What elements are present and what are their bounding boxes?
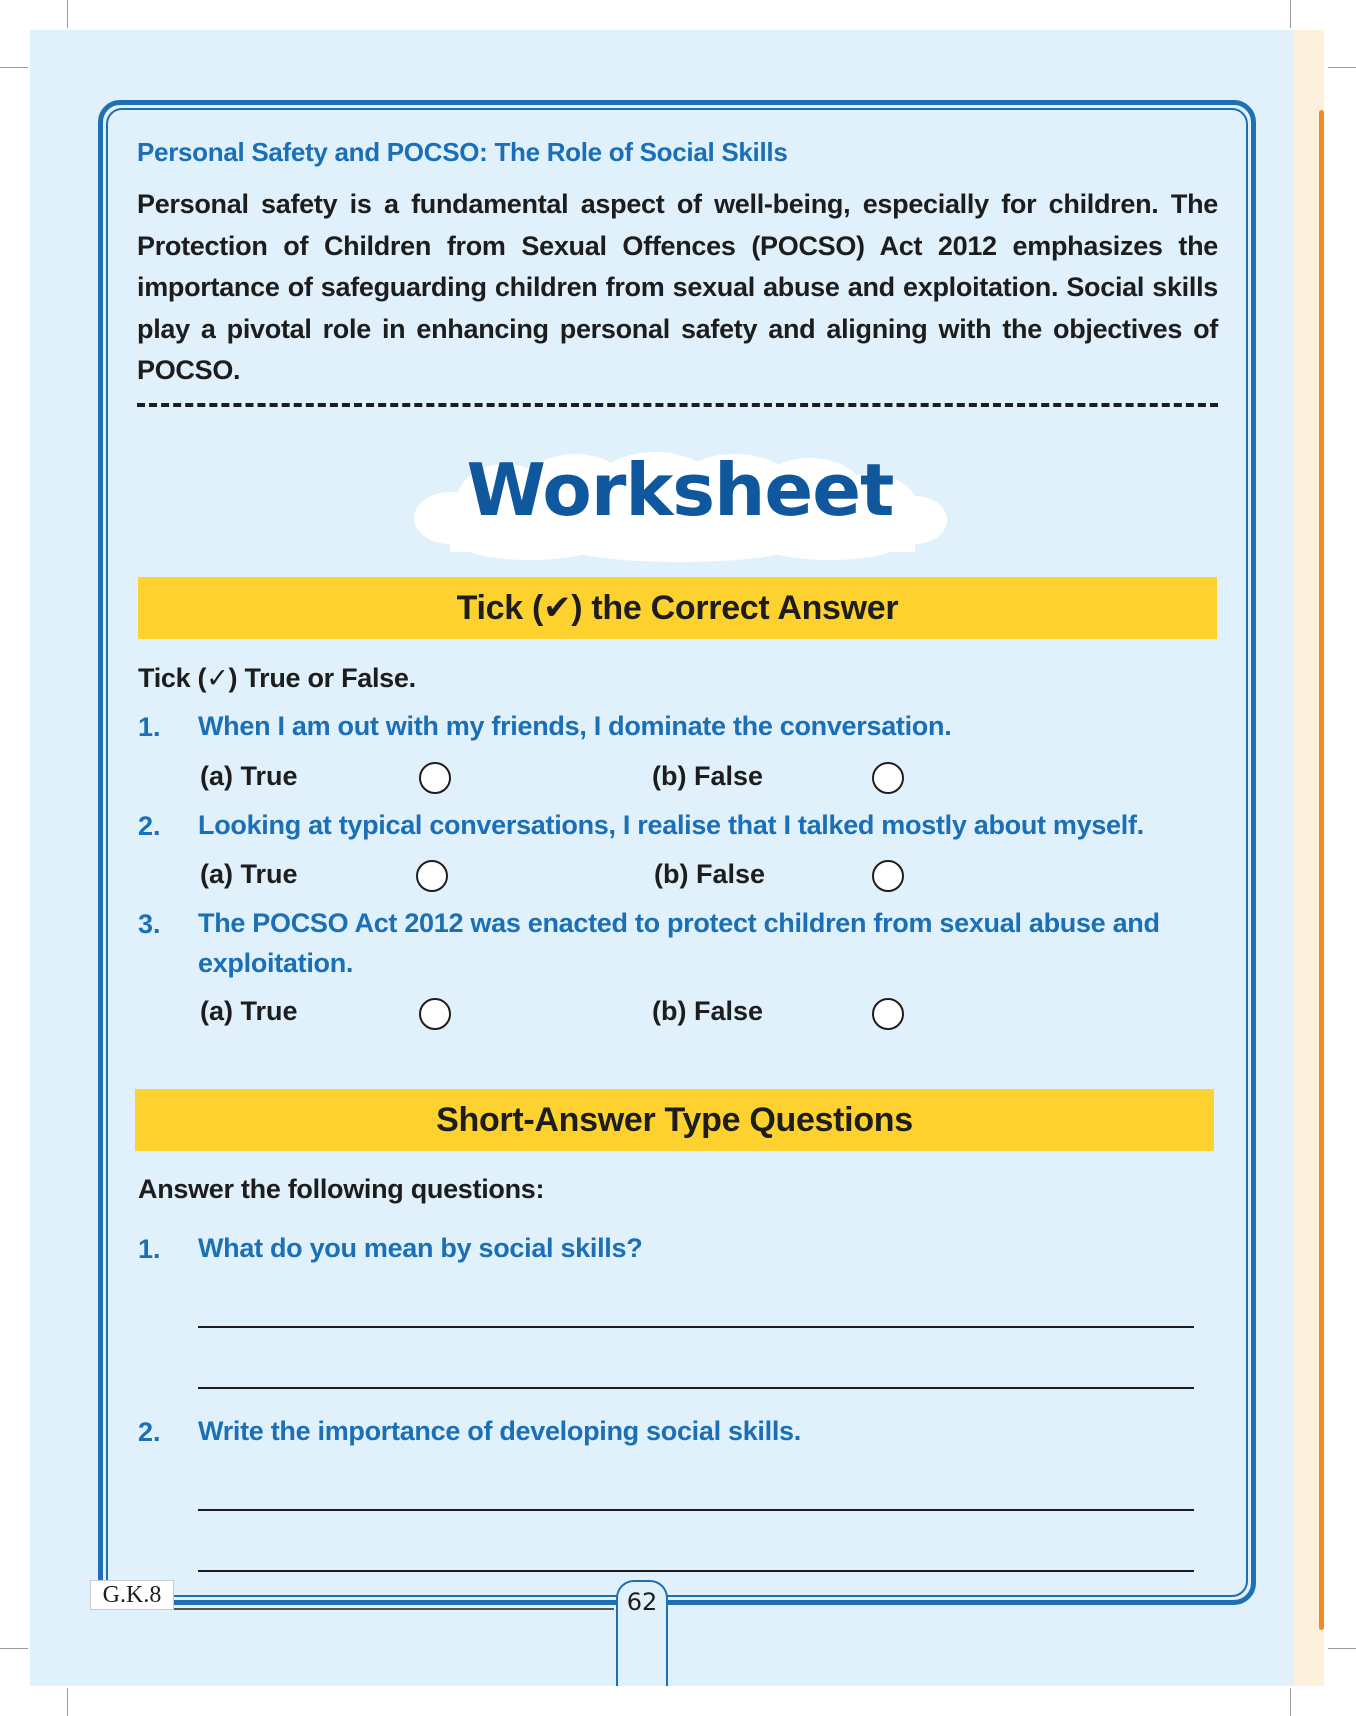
intro-paragraph: Personal safety is a fundamental aspect of well-being, especially for children. The Protection of Children from Sexual Offences (POCSO) Act 2012 emphasizes the importance of safeguarding children from sexual abuse and exploitation. Social skills play a pivotal role in enhancing personal safety and aligning with the objectives of POCSO.	[137, 189, 1218, 385]
crop-mark	[0, 67, 28, 68]
crop-mark	[1328, 67, 1356, 68]
instruction-answer: Answer the following questions:	[138, 1174, 545, 1204]
question-text: Looking at typical conversations, I realise that I talked mostly about myself.	[198, 810, 1144, 840]
section-banner-short-answer: Short-Answer Type Questions	[135, 1089, 1214, 1151]
answer-line[interactable]	[198, 1326, 1194, 1328]
crop-mark	[1290, 0, 1291, 28]
crop-mark	[67, 0, 68, 28]
option-false-label: (b) False	[652, 996, 764, 1026]
question-text: The POCSO Act 2012 was enacted to protect children from sexual abuse and exploitation.	[198, 908, 1160, 978]
question-number: 2.	[138, 811, 161, 841]
page-number: 62	[626, 1588, 658, 1616]
answer-circle-false[interactable]	[872, 998, 904, 1030]
intro-title: Personal Safety and POCSO: The Role of Social Skills	[137, 137, 788, 167]
page-side-strip	[1294, 30, 1324, 1686]
option-true-label: (a) True	[200, 996, 298, 1026]
worksheet-title: Worksheet	[466, 448, 894, 532]
section-banner-tick: Tick (✔) the Correct Answer	[138, 577, 1217, 639]
option-true-label: (a) True	[200, 859, 298, 889]
option-false-label: (b) False	[652, 761, 764, 791]
question-number: 2.	[138, 1417, 161, 1447]
footer-rule	[174, 1608, 614, 1610]
dashed-divider	[137, 403, 1218, 407]
question-number: 1.	[138, 712, 161, 742]
instruction-true-false: Tick (✓) True or False.	[138, 663, 416, 693]
crop-mark	[67, 1688, 68, 1716]
question-text: Write the importance of developing social skills.	[198, 1416, 801, 1446]
question-number: 3.	[138, 909, 161, 939]
question-text: What do you mean by social skills?	[198, 1233, 643, 1263]
answer-circle-true[interactable]	[419, 762, 451, 794]
answer-line[interactable]	[198, 1509, 1194, 1511]
answer-circle-true[interactable]	[419, 998, 451, 1030]
answer-line[interactable]	[198, 1570, 1194, 1572]
answer-circle-false[interactable]	[872, 762, 904, 794]
crop-mark	[1290, 1688, 1291, 1716]
answer-circle-false[interactable]	[872, 860, 904, 892]
answer-circle-true[interactable]	[416, 860, 448, 892]
side-accent-line	[1319, 110, 1324, 1630]
option-false-label: (b) False	[654, 859, 766, 889]
book-label: G.K.8	[90, 1580, 174, 1610]
option-true-label: (a) True	[200, 761, 298, 791]
crop-mark	[0, 1648, 28, 1649]
answer-line[interactable]	[198, 1387, 1194, 1389]
question-number: 1.	[138, 1234, 161, 1264]
crop-mark	[1328, 1648, 1356, 1649]
question-text: When I am out with my friends, I dominate the conversation.	[198, 711, 952, 741]
